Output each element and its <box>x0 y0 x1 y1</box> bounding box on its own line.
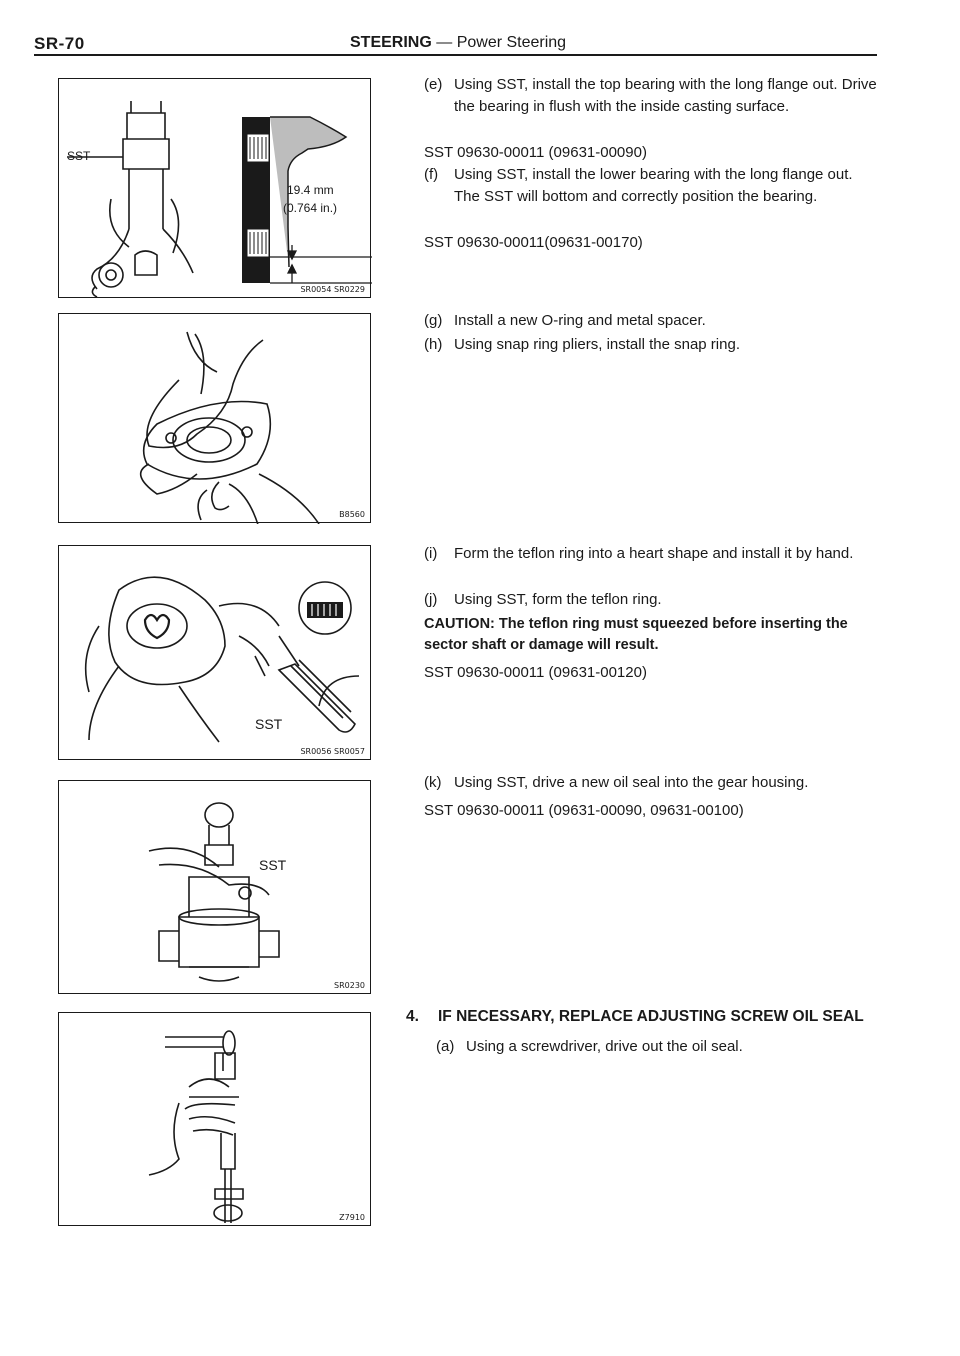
step-g <box>424 310 880 332</box>
step-marker: (j) <box>424 591 438 608</box>
step-text: Using SST, drive a new oil seal into the gear housing. <box>454 774 809 791</box>
figure-oil-seal-drive <box>58 780 371 994</box>
oil-seal-drive-illustration <box>59 781 372 995</box>
dimension-in-label: (0.764 in.) <box>283 201 338 215</box>
step-f <box>424 164 880 208</box>
sst-label: SST <box>255 716 283 732</box>
step-k <box>424 772 880 794</box>
step-marker: (a) <box>436 1038 455 1055</box>
figure-code: B8560 <box>339 510 365 519</box>
section-name: STEERING <box>350 34 432 51</box>
screwdriver-illustration <box>59 1013 372 1227</box>
step-text: Using snap ring pliers, install the snap ring. <box>454 336 740 353</box>
section-number: 4. <box>406 1008 419 1025</box>
step-h <box>424 334 880 356</box>
figure-code: SR0054 SR0229 <box>300 285 365 294</box>
page-number: SR-70 <box>34 34 85 53</box>
step-marker: (k) <box>424 774 442 791</box>
step-marker: (h) <box>424 336 443 353</box>
step-text: Form the teflon ring into a heart shape and install it by hand. <box>454 545 854 562</box>
snap-ring-illustration <box>59 314 372 524</box>
figure-screwdriver <box>58 1012 371 1226</box>
subsection-name: — Power Steering <box>431 34 567 51</box>
dimension-mm-label: 19.4 mm <box>287 183 334 197</box>
section-4-heading <box>406 1006 864 1028</box>
figure-teflon-ring <box>58 545 371 760</box>
sst-reference: SST 09630-00011(09631-00170) <box>424 234 643 251</box>
step-marker: (f) <box>424 166 439 183</box>
sst-reference: SST 09630-00011 (09631-00090) <box>424 144 647 161</box>
figure-bearing-install <box>58 78 371 298</box>
instructions-column <box>406 0 884 1356</box>
step-text: Using SST, form the teflon ring. <box>454 591 662 608</box>
figure-code: SR0056 SR0057 <box>300 747 365 756</box>
step-text: Using a screwdriver, drive out the oil seal. <box>466 1038 743 1055</box>
sst-reference: SST 09630-00011 (09631-00090, 09631-00100) <box>424 802 744 819</box>
figure-code: Z7910 <box>339 1213 365 1222</box>
figure-snap-ring <box>58 313 371 523</box>
step-marker: (g) <box>424 312 443 329</box>
step-4a <box>436 1036 892 1058</box>
figure-code: SR0230 <box>334 981 365 990</box>
teflon-ring-illustration <box>59 546 372 761</box>
sst-label: SST <box>67 149 91 163</box>
step-e <box>424 74 880 118</box>
step-text: Using SST, install the lower bearing with the long flange out. The SST will bottom and correctly position the bearing. <box>454 166 853 205</box>
caution-note: CAUTION: The teflon ring must squeezed before inserting the sector shaft or damage will result. <box>424 616 848 653</box>
step-text: Install a new O-ring and metal spacer. <box>454 312 706 329</box>
step-marker: (e) <box>424 76 443 93</box>
sst-label: SST <box>259 857 287 873</box>
step-marker: (i) <box>424 545 438 562</box>
step-i <box>424 543 880 565</box>
sst-reference: SST 09630-00011 (09631-00120) <box>424 664 647 681</box>
step-text: Using SST, install the top bearing with the long flange out. Drive the bearing in flush with the inside casting surface. <box>454 76 877 115</box>
section-heading-text: IF NECESSARY, REPLACE ADJUSTING SCREW OIL SEAL <box>438 1008 864 1025</box>
step-j <box>424 589 880 611</box>
